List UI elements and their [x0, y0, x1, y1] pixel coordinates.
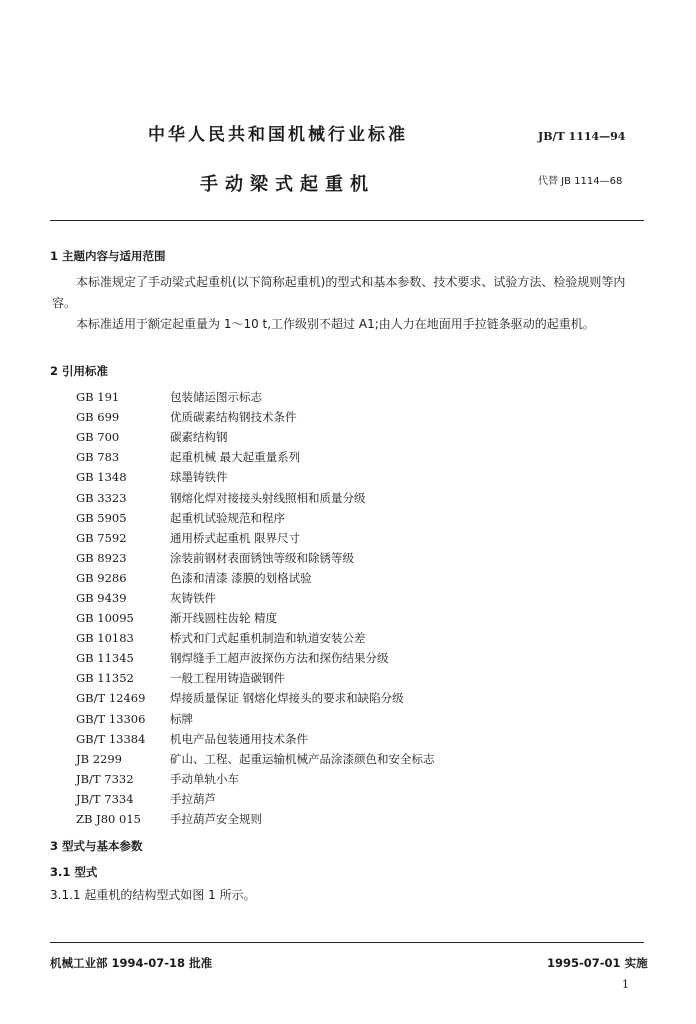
reference-title: 标牌	[170, 711, 193, 726]
reference-title: 涂装前钢材表面锈蚀等级和除锈等级	[170, 550, 354, 565]
footer-divider	[50, 942, 644, 943]
reference-item	[76, 588, 636, 608]
document-title: 手动梁式起重机	[200, 174, 375, 195]
reference-item	[76, 508, 636, 528]
reference-code: GB 7592	[76, 530, 127, 545]
replaces-standard: 代替 JB 1114—68	[538, 176, 623, 187]
reference-title: 渐开线圆柱齿轮 精度	[170, 611, 278, 626]
reference-code: JB 2299	[76, 751, 122, 766]
reference-code: GB 9286	[76, 570, 127, 585]
reference-title: 桥式和门式起重机制造和轨道安装公差	[170, 631, 366, 646]
reference-item	[76, 407, 636, 427]
reference-item	[76, 447, 636, 467]
section-2-heading: 2 引用标准	[50, 364, 109, 378]
section-3-heading: 3 型式与基本参数	[50, 839, 143, 853]
reference-title: 球墨铸铁件	[170, 470, 228, 485]
reference-title: 优质碳素结构钢技术条件	[170, 410, 297, 425]
section-3-1-1-text: 3.1.1 起重机的结构型式如图 1 所示。	[50, 888, 256, 902]
reference-item	[76, 548, 636, 568]
reference-code: GB 9439	[76, 590, 127, 605]
reference-code: JB/T 7334	[76, 791, 134, 806]
reference-code: GB/T 12469	[76, 691, 146, 706]
reference-code: GB/T 13306	[76, 711, 146, 726]
reference-item	[76, 487, 636, 507]
reference-code: GB 10183	[76, 631, 134, 646]
reference-item	[76, 749, 636, 769]
standard-number: JB/T 1114—94	[538, 130, 626, 143]
reference-title: 通用桥式起重机 限界尺寸	[170, 530, 301, 545]
reference-item	[76, 769, 636, 789]
reference-item	[76, 608, 636, 628]
section-3-1-heading: 3.1 型式	[50, 865, 98, 879]
reference-item	[76, 467, 636, 487]
section-1-heading: 1 主题内容与适用范围	[50, 249, 166, 263]
reference-code: GB 3323	[76, 490, 127, 505]
section-1-paragraph-2: 本标准适用于额定起重量为 1～10 t,工作级别不超过 A1;由人力在地面用手拉链条驱动的起重机。	[76, 317, 595, 331]
reference-code: JB/T 7332	[76, 771, 134, 786]
reference-title: 手拉葫芦安全规则	[170, 812, 262, 827]
reference-code: GB 191	[76, 390, 120, 405]
reference-item	[76, 568, 636, 588]
reference-code: GB 783	[76, 450, 120, 465]
reference-item	[76, 709, 636, 729]
reference-title: 包装储运图示标志	[170, 390, 262, 405]
reference-title: 钢焊缝手工超声波探伤方法和探伤结果分级	[170, 651, 389, 666]
reference-title: 钢熔化焊对接接头射线照相和质量分级	[170, 490, 366, 505]
reference-title: 起重机试验规范和程序	[170, 510, 285, 525]
reference-code: GB 5905	[76, 510, 127, 525]
reference-item	[76, 427, 636, 447]
section-1-paragraph-1: 本标准规定了手动梁式起重机(以下简称起重机)的型式和基本参数、技术要求、试验方法、检验规则等内容。	[52, 275, 626, 310]
reference-item	[76, 789, 636, 809]
approval-date: 机械工业部 1994-07-18 批准	[50, 956, 213, 970]
reference-title: 一般工程用铸造碳钢件	[170, 671, 285, 686]
reference-title: 矿山、工程、起重运输机械产品涂漆颜色和安全标志	[170, 751, 435, 766]
implementation-date: 1995-07-01 实施	[547, 956, 648, 970]
reference-item	[76, 809, 636, 829]
reference-item	[76, 729, 636, 749]
page-number: 1	[622, 978, 629, 991]
reference-code: GB 10095	[76, 611, 134, 626]
reference-code: GB 700	[76, 430, 120, 445]
reference-item	[76, 387, 636, 407]
reference-item	[76, 528, 636, 548]
reference-title: 碳素结构钢	[170, 430, 228, 445]
reference-title: 色漆和清漆 漆膜的划格试验	[170, 570, 312, 585]
reference-title: 手动单轨小车	[170, 771, 239, 786]
header-divider	[50, 220, 644, 221]
reference-title: 手拉葫芦	[170, 791, 216, 806]
reference-standards-list	[76, 387, 636, 829]
reference-item	[76, 688, 636, 708]
reference-code: GB/T 13384	[76, 731, 146, 746]
reference-code: GB 699	[76, 410, 120, 425]
reference-code: ZB J80 015	[76, 812, 141, 827]
reference-title: 灰铸铁件	[170, 590, 216, 605]
reference-title: 起重机械 最大起重量系列	[170, 450, 301, 465]
reference-code: GB 8923	[76, 550, 127, 565]
industry-standard-heading: 中华人民共和国机械行业标准	[148, 125, 408, 145]
reference-code: GB 1348	[76, 470, 127, 485]
reference-code: GB 11352	[76, 671, 134, 686]
reference-item	[76, 648, 636, 668]
reference-title: 机电产品包装通用技术条件	[170, 731, 308, 746]
reference-title: 焊接质量保证 钢熔化焊接头的要求和缺陷分级	[170, 691, 404, 706]
reference-item	[76, 668, 636, 688]
reference-code: GB 11345	[76, 651, 134, 666]
reference-item	[76, 628, 636, 648]
